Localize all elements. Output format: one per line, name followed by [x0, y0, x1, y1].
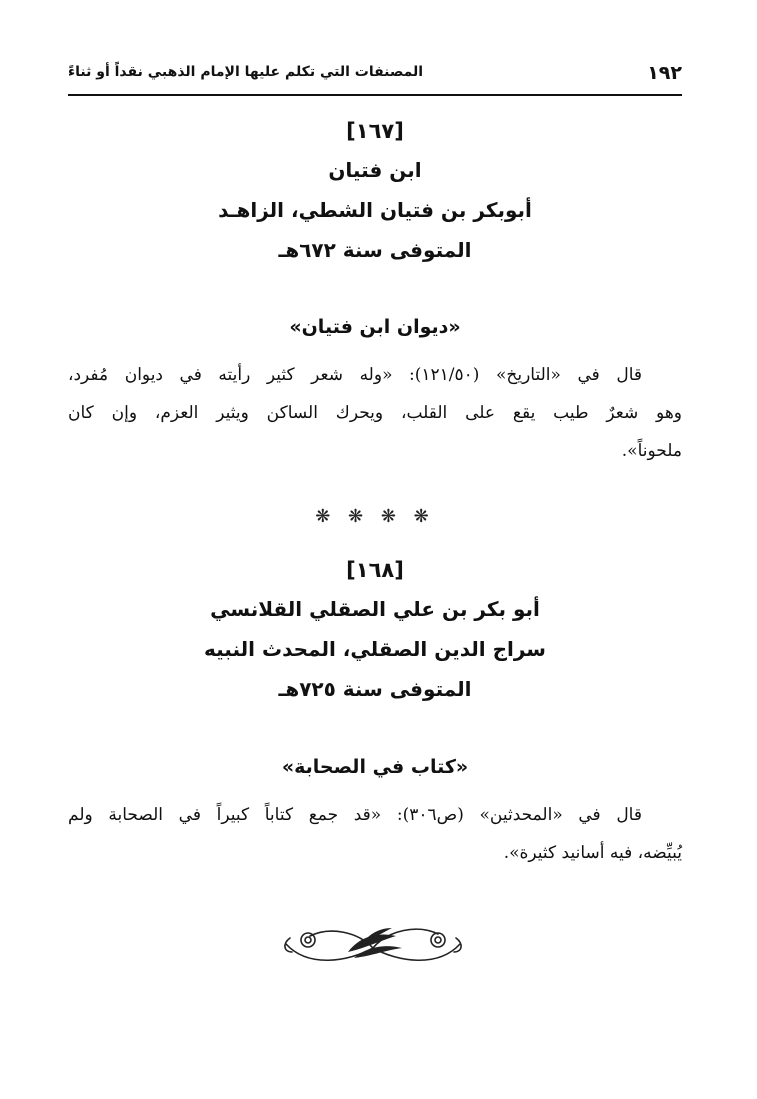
entry-167-heading: [68, 112, 682, 270]
text-line: وهو شعرٌ طيب يقع على القلب، ويحرك الساكن ويثير العزم، وإن كان: [68, 403, 682, 423]
page-number: ١٩٢: [647, 62, 682, 84]
running-title: المصنفات التي تكلم عليها الإمام الذهبي نقداً أو ثناءً: [68, 64, 424, 80]
entry-name-line: أبوبكر بن فتيان الشطي، الزاهـد: [218, 198, 532, 222]
entry-name-line: ابن فتيان: [328, 158, 422, 182]
entry-name-line: سراج الدين الصقلي، المحدث النبيه: [204, 637, 546, 661]
entry-168-heading: [68, 551, 682, 709]
entry-death-year: المتوفى سنة ٧٢٥هـ: [278, 677, 472, 701]
floral-ornament-icon: [278, 918, 468, 968]
page-header: [68, 58, 682, 96]
text-line: قال في «التاريخ» (١٢١/٥٠): «وله شعر كثير رأيته في ديوان مُفرد،: [68, 365, 642, 385]
entry-name-line: أبو بكر بن علي الصقلي القلانسي: [210, 597, 540, 621]
text-line: ملحوناً».: [621, 441, 682, 461]
entry-number: [١٦٧]: [346, 119, 404, 143]
book-title: «كتاب في الصحابة»: [281, 756, 469, 778]
entry-167-text: [68, 356, 682, 470]
entry-death-year: المتوفى سنة ٦٧٢هـ: [278, 238, 472, 262]
text-line: قال في «المحدثين» (ص٣٠٦): «قد جمع كتاباً كبيراً في الصحابة ولم: [68, 805, 642, 825]
book-title: «ديوان ابن فتيان»: [289, 316, 461, 338]
entry-number: [١٦٨]: [346, 558, 404, 582]
text-line: يُبيِّضه، فيه أسانيد كثيرة».: [503, 843, 682, 863]
section-separator: ❋ ❋ ❋ ❋: [315, 506, 435, 527]
entry-168-text: [68, 796, 682, 872]
